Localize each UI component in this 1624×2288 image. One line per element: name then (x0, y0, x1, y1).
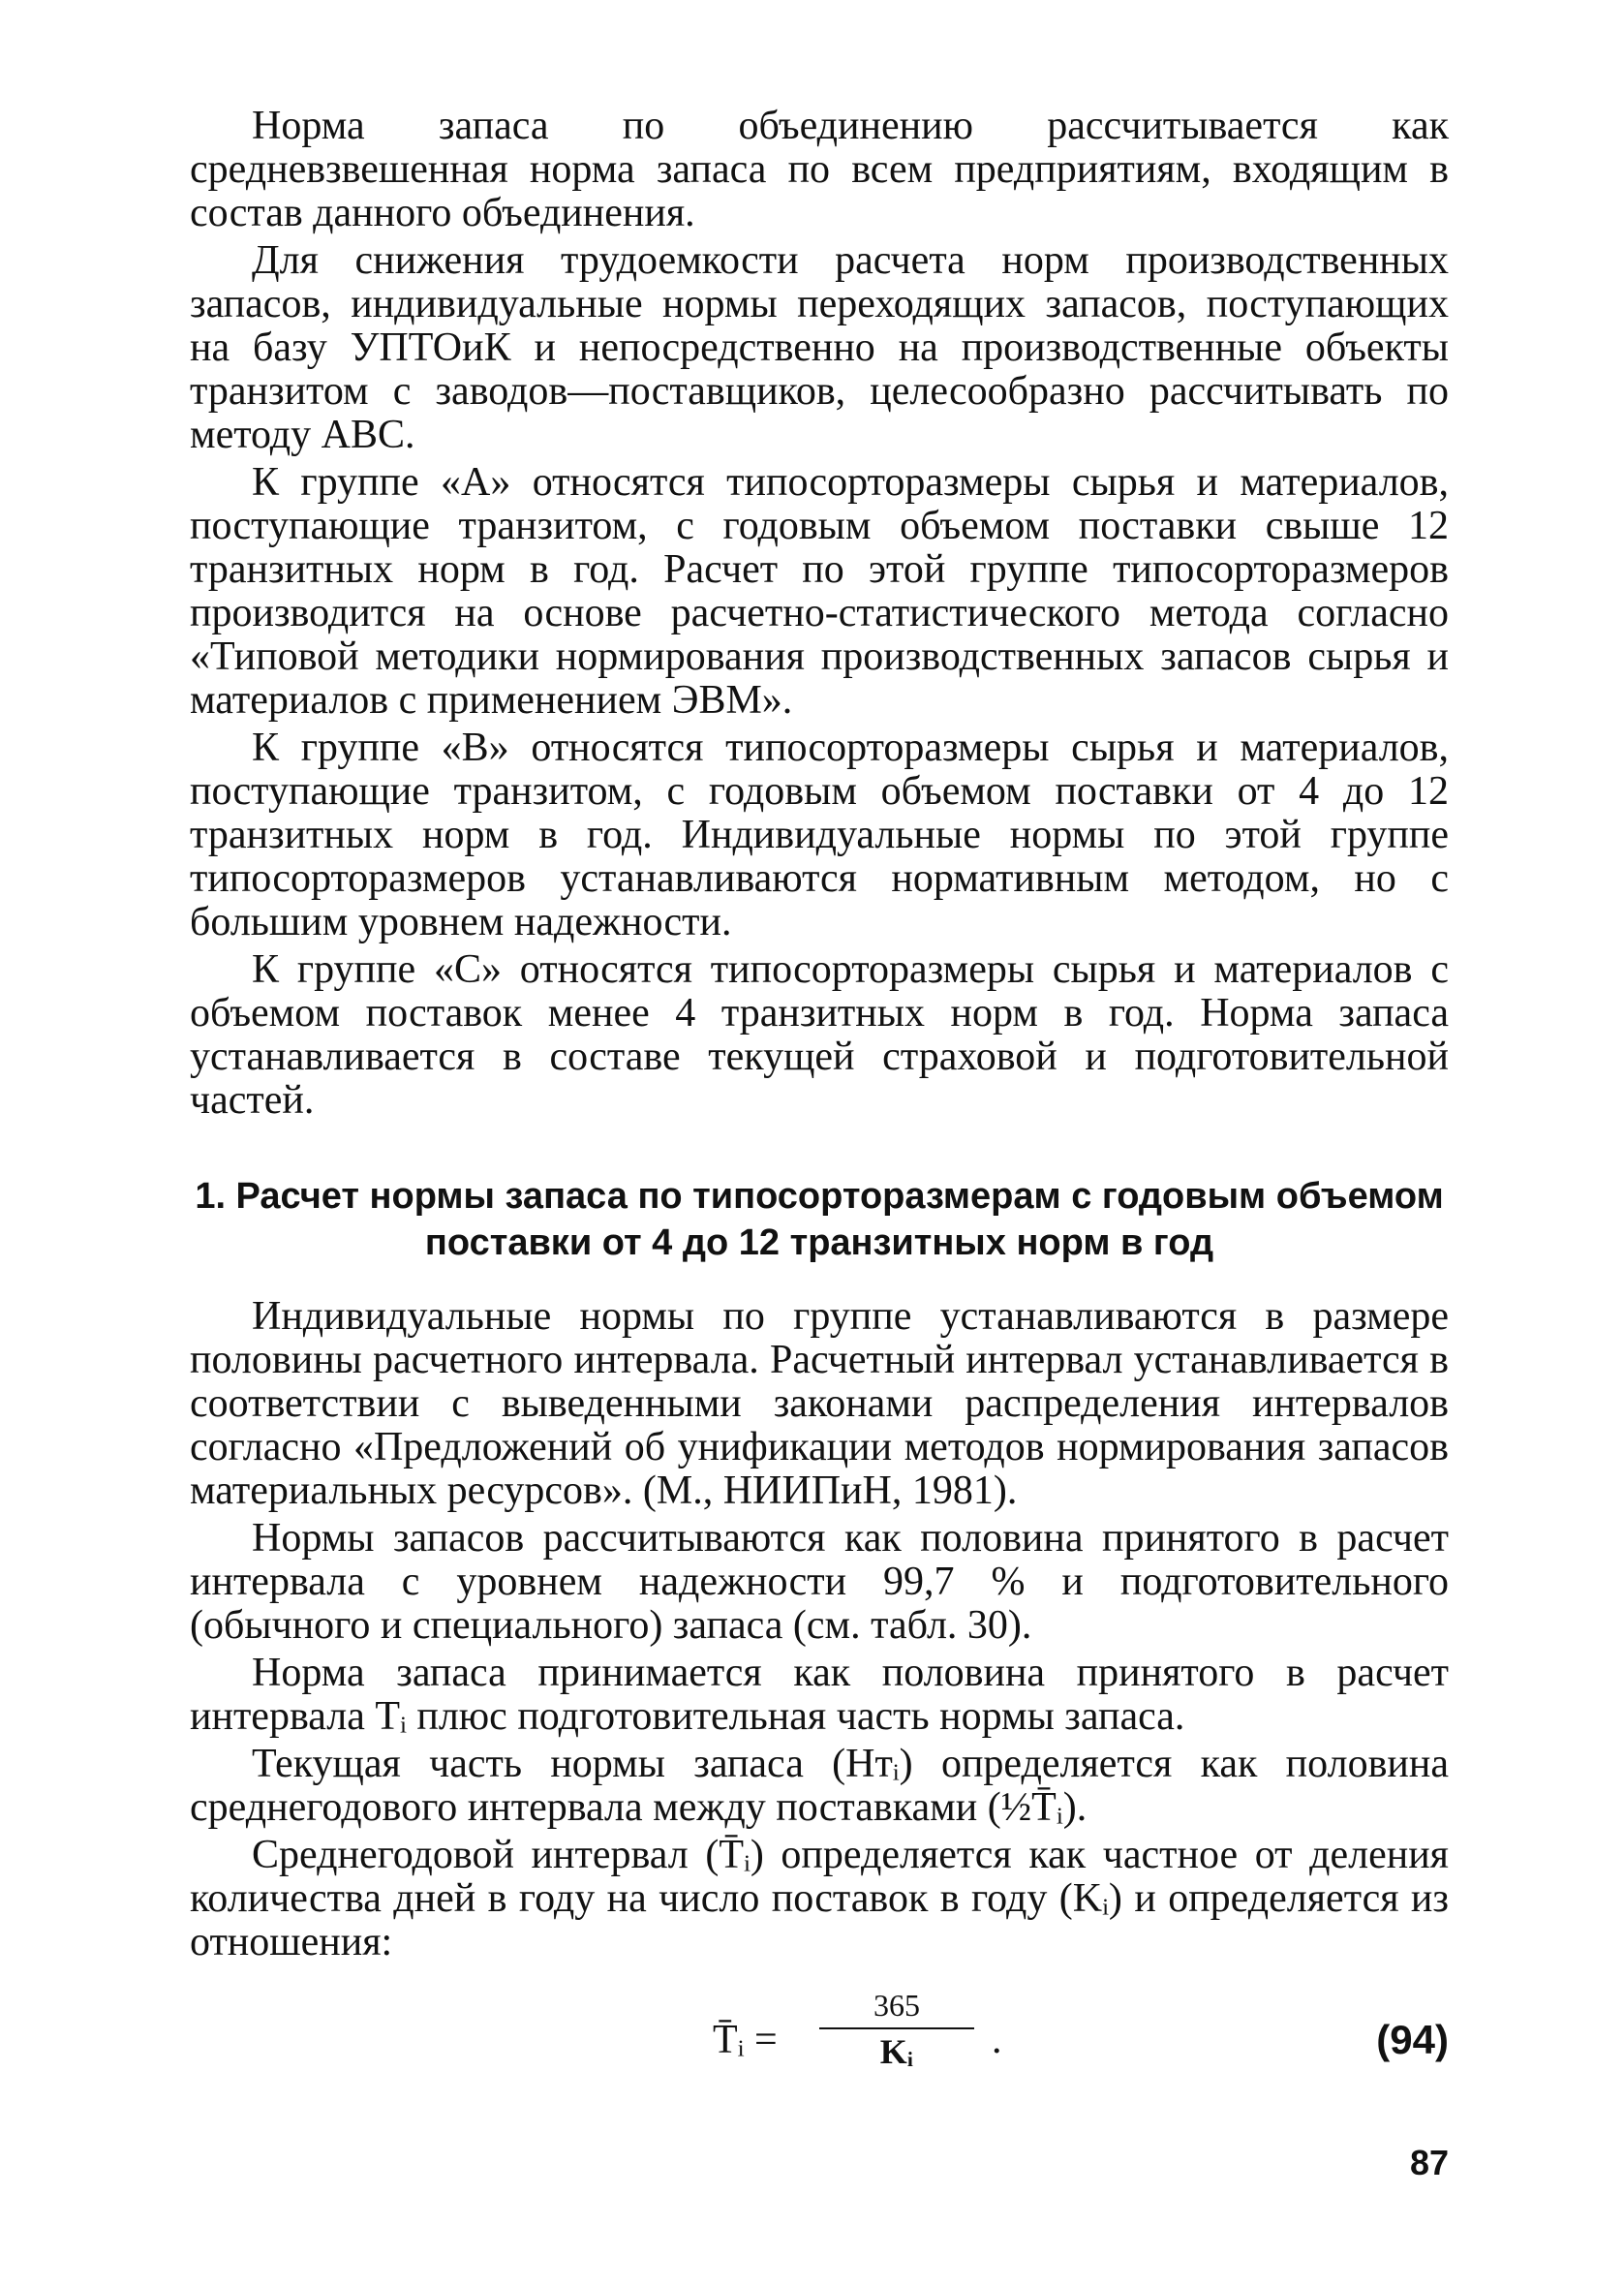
formula-denominator: Kᵢ (879, 2032, 914, 2071)
formula-fraction (819, 1988, 974, 2072)
paragraph: К группе «В» относятся типосорторазмеры сырья и материалов, поступающие транзитом, с годовым объемом поставки от 4 до 12 транзитных норм в год. Индивидуальные нормы по этой группе типосорторазмеров устанавливаются нормативным методом, но с большим уровнем надежности. (190, 726, 1449, 944)
paragraph: Индивидуальные нормы по группе устанавливаются в размере половины расчетного интервала. Расчетный интервал устанавливается в соответствии с выведенными законами распределения интервалов согласно «Предложений об унификации методов нормирования запасов материальных ресурсов». (М., НИИПиН, 1981). (190, 1294, 1449, 1513)
page-body (190, 105, 1449, 2114)
paragraph: К группе «С» относятся типосорторазмеры сырья и материалов с объемом поставок менее 4 транзитных норм в год. Норма запаса устанавливается в составе текущей страховой и подготовительной частей. (190, 947, 1449, 1123)
paragraph: К группе «А» относятся типосорторазмеры сырья и материалов, поступающие транзитом, с годовым объемом поставки свыше 12 транзитных норм в год. Расчет по этой группе типосорторазмеров производится на основе расчетно-статистического метода согласно «Типовой методики нормирования производственных запасов сырья и материалов с применением ЭВМ». (190, 460, 1449, 723)
formula-94 (190, 1988, 1449, 2114)
paragraph: Нормы запасов рассчитываются как половина принятого в расчет интервала с уровнем надежности 99,7 % и подготовительного (обычного и специального) запаса (см. табл. 30). (190, 1516, 1449, 1648)
paragraph: Норма запаса по объединению рассчитывается как средневзвешенная норма запаса по всем предприятиям, входящим в состав данного объединения. (190, 104, 1449, 235)
paragraph: Текущая часть нормы запаса (Hтᵢ) определяется как половина среднегодового интервала между поставками (½T̄ᵢ). (190, 1742, 1449, 1830)
formula-numerator: 365 (819, 1988, 974, 2029)
paragraph: Для снижения трудоемкости расчета норм производственных запасов, индивидуальные нормы переходящих запасов, поступающих на базу УПТОиК и непосредственно на производственные объекты транзитом с заводов—поставщиков, целесообразно рассчитывать по методу ABC. (190, 238, 1449, 457)
formula-trail: . (992, 2018, 1002, 2062)
paragraph: Норма запаса принимается как половина принятого в расчет интервала Tᵢ плюс подготовительная часть нормы запаса. (190, 1651, 1449, 1739)
page-number: 87 (1409, 2143, 1449, 2182)
paragraph: Среднегодовой интервал (T̄ᵢ) определяется как частное от деления количества дней в году на число поставок в году (Kᵢ) и определяется из отношения: (190, 1833, 1449, 1964)
equation-number: (94) (1376, 2017, 1449, 2062)
section-heading: 1. Расчет нормы запаса по типосорторазмерам с годовым объемом поставки от 4 до 12 транзитных норм в год (195, 1176, 1444, 1263)
formula-lhs: T̄ᵢ = (713, 2018, 778, 2062)
